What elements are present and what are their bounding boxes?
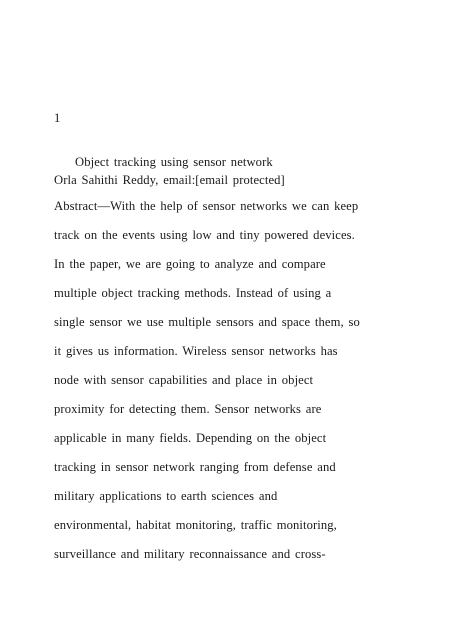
abstract-line: environmental, habitat monitoring, traffic monitoring,: [54, 518, 337, 532]
abstract-line: applicable in many fields. Depending on the object: [54, 431, 327, 445]
author-line: Orla Sahithi Reddy, email:[email protected]: [54, 173, 285, 187]
paper-title: Object tracking using sensor network: [75, 155, 273, 169]
page-number: 1: [54, 111, 61, 125]
abstract-line: track on the events using low and tiny powered devices.: [54, 228, 355, 242]
abstract-line: military applications to earth sciences and: [54, 489, 278, 503]
abstract-line: node with sensor capabilities and place in object: [54, 373, 314, 387]
abstract-line: it gives us information. Wireless sensor networks has: [54, 344, 338, 358]
abstract-line: single sensor we use multiple sensors and space them, so: [54, 315, 360, 329]
abstract-line: Abstract—With the help of sensor networks we can keep: [54, 199, 359, 213]
abstract-line: proximity for detecting them. Sensor networks are: [54, 402, 322, 416]
abstract-line: In the paper, we are going to analyze and compare: [54, 257, 326, 271]
abstract-line: multiple object tracking methods. Instead of using a: [54, 286, 332, 300]
abstract-line: surveillance and military reconnaissance and cross-: [54, 547, 326, 561]
abstract-line: tracking in sensor network ranging from defense and: [54, 460, 336, 474]
